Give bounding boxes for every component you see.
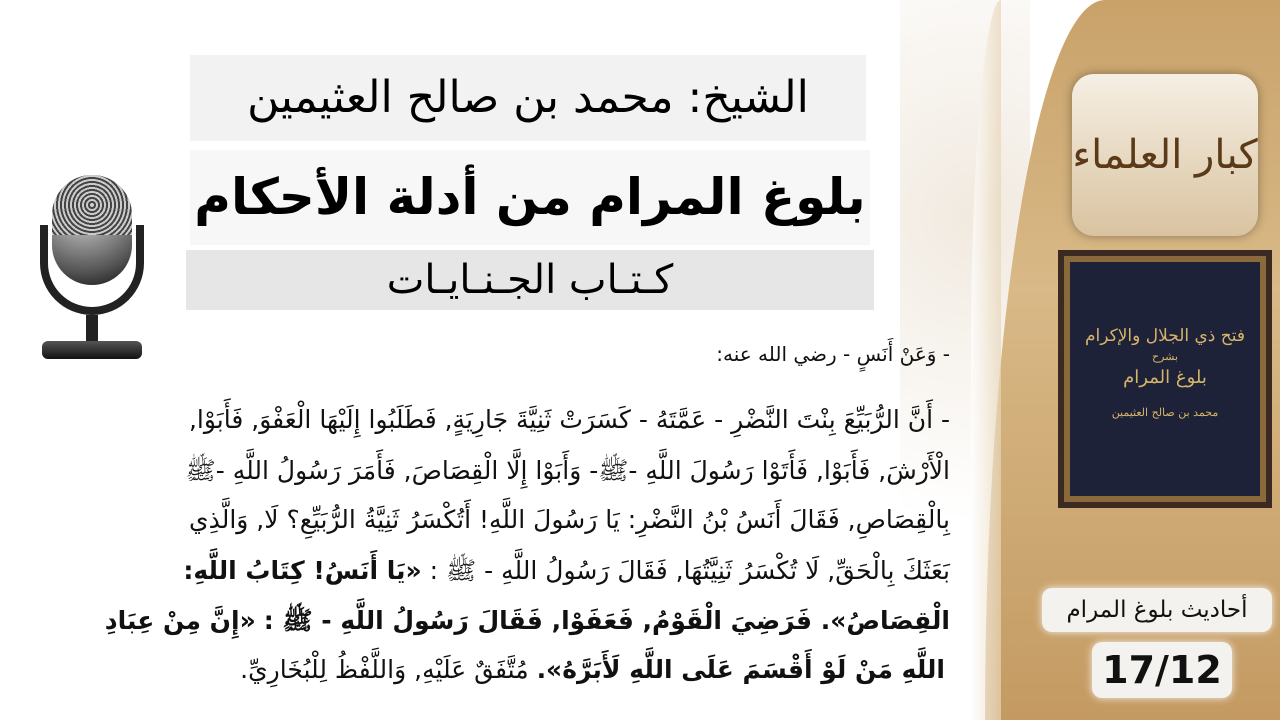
cover-title: فتح ذي الجلال والإكرام bbox=[1084, 326, 1246, 346]
book-cover-image bbox=[1058, 250, 1272, 508]
hadith-quote: اللَّهِ مَنْ لَوْ أَقْسَمَ عَلَى اللَّهِ لَأَبَرَّهُ». bbox=[536, 655, 945, 684]
hadith-line: الْأَرْشَ, فَأَبَوْا, فَأَتَوْا رَسُولَ اللَّهِ -ﷺ- وَأَبَوْا إِلَّا الْقِصَاصَ, فَأَمَرَ رَسُولُ اللَّهِ -ﷺ bbox=[185, 456, 950, 485]
book-title: بلوغ المرام من أدلة الأحكام bbox=[190, 150, 870, 245]
hadith-intro: - وَعَنْ أَنَسٍ - رضي الله عنه: bbox=[716, 342, 950, 366]
hadith-text: بَعَثَكَ بِالْحَقِّ, لَا تُكْسَرُ ثَنِيَّتُهَا, فَقَالَ رَسُولُ اللَّهِ - ﷺ : bbox=[429, 556, 950, 585]
channel-logo bbox=[1072, 74, 1258, 236]
hadith-quote: «إِنَّ مِنْ عِبَادِ bbox=[104, 606, 256, 635]
cover-sub: بشرح bbox=[1151, 350, 1179, 363]
hadith-line bbox=[0, 655, 945, 684]
microphone-icon bbox=[32, 175, 152, 365]
episode-counter: 17/12 bbox=[1092, 642, 1232, 698]
hadith-line bbox=[0, 605, 950, 642]
hadith-line: - أَنَّ الرُّبَيِّعَ بِنْتَ النَّضْرِ - عَمَّتَهُ - كَسَرَتْ ثَنِيَّةَ جَارِيَةٍ, فَطَلَبُوا إِلَيْهَا الْعَفْوَ, فَأَبَوْا, bbox=[188, 405, 950, 434]
hadith-quote: «يَا أَنَسُ! كِتَابُ اللَّهِ: bbox=[183, 556, 422, 585]
hadith-text: الْقِصَاصُ». فَرَضِيَ الْقَوْمُ, فَعَفَوْا, فَقَالَ رَسُولُ اللَّهِ - ﷺ : bbox=[263, 606, 950, 635]
hadith-line bbox=[0, 555, 950, 592]
sheikh-name: الشيخ: محمد بن صالح العثيمين bbox=[190, 55, 866, 141]
hadith-text: مُتَّفَقٌ عَلَيْهِ, وَاللَّفْظُ لِلْبُخَارِيِّ. bbox=[240, 655, 529, 684]
hadith-line: بِالْقِصَاصِ, فَقَالَ أَنَسُ بْنُ النَّضْرِ: يَا رَسُولَ اللَّهِ! أَتُكْسَرُ ثَنِيَّةُ الرُّبَيِّعِ؟ لَا, وَالَّذِي bbox=[189, 505, 950, 534]
chapter-title: كـتـاب الجـنـايـات bbox=[186, 250, 874, 310]
series-label: أحاديث بلوغ المرام bbox=[1042, 588, 1272, 632]
cover-book: بلوغ المرام bbox=[1123, 367, 1207, 388]
cover-author: محمد بن صالح العثيمين bbox=[1111, 406, 1219, 419]
logo-text: كبار العلماء bbox=[1072, 132, 1258, 178]
